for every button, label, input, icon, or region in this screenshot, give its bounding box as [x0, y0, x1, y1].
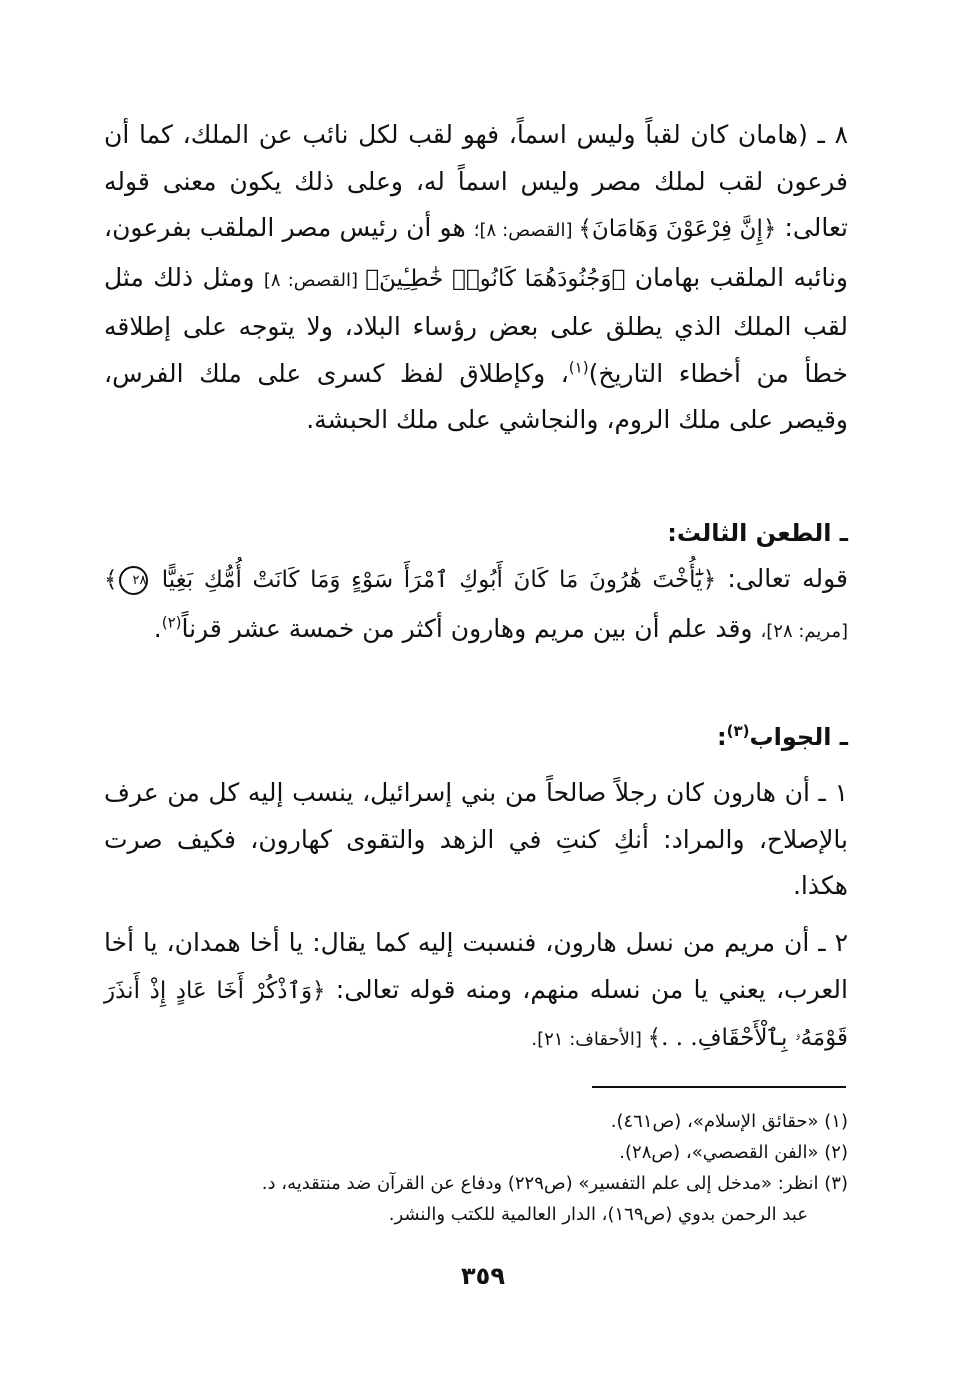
- paragraph-third-objection: [104, 556, 848, 655]
- quran-verse: ﴿وَٱذْكُرْ أَخَا عَادٍ إِذْ أَنذَرَ قَوْمَهُۥ بِٱلْأَحْقَافِ. . .﴾: [104, 977, 848, 1051]
- verse-reference: [القصص: ٨]؛: [473, 220, 579, 241]
- footnotes: [104, 1106, 848, 1230]
- paragraph-8: [104, 112, 848, 444]
- footnote-marker: (١): [568, 358, 589, 377]
- quran-verse-end: ﴾: [104, 567, 118, 593]
- footnote-2: (٢) «الفن القصصي»، (ص٢٨).: [619, 1142, 848, 1163]
- footnote-3-continuation: عبد الرحمن بدوي (ص١٦٩)، الدار العالمية للكتب والنشر.: [388, 1204, 808, 1225]
- verse-reference: [مريم: ٢٨]،: [760, 620, 848, 642]
- paragraph-text: ٨ ـ (هامان كان لقباً وليس اسماً، فهو لقب لكل نائب عن الملك، كما أن فرعون لقب لملك مصر وليس اسماً له، وعلى ذلك يكون معنى قوله تعالى:: [104, 120, 848, 242]
- quran-verse: ﴿يَٰٓأُخْتَ هَٰرُونَ مَا كَانَ أَبُوكِ ٱمْرَأَ سَوْءٍ وَمَا كَانَتْ أُمُّكِ بَغِيًّا: [161, 567, 717, 593]
- paragraph-text: هو أن رئيس مصر الملقب بفرعون، ونائبه الملقب بهامان: [104, 213, 848, 292]
- answer-heading-label: ـ الجواب: [749, 723, 848, 751]
- footnote-marker: (٣): [726, 722, 750, 740]
- paragraph-text: ومثل ذلك مثل لقب الملك الذي يطلق على بعض رؤساء البلاد، ولا يتوجه على إطلاقه خطأ من أخطاء التاريخ): [104, 262, 848, 388]
- answer-point-1: ١ ـ أن هارون كان رجلاً صالحاً من بني إسرائيل، ينسب إليه كل من عرف بالإصلاح، والمراد: أنكِ كنتِ في الزهد والتقوى كهارون، فكيف صرت هكذا.: [104, 778, 848, 900]
- paragraph-text: ، وكإطلاق لفظ كسرى على ملك الفرس، وقيصر على ملك الروم، والنجاشي على ملك الحبشة.: [104, 358, 848, 434]
- quran-verse: ﴿وَجُنُودَهُمَا كَانُوا۟ خَٰطِـِٔينَ﴾: [365, 265, 626, 292]
- verse-reference: [القصص: ٨]: [263, 269, 366, 291]
- paragraph-text: .: [153, 613, 162, 643]
- answer-heading-colon: :: [717, 723, 727, 751]
- quran-verse: ﴿إِنَّ فِرْعَوْنَ وَهَامَانَ﴾: [578, 216, 777, 242]
- footnote-3: (٣) انظر: «مدخل إلى علم التفسير» (ص٢٢٩) ودفاع عن القرآن ضد منتقديه، د.: [261, 1173, 848, 1194]
- paragraph-text: ٢ ـ أن مريم من نسل هارون، فنسبت إليه كما يقال: يا أخا همدان، يا أخا العرب، يعني يا من نسله منهم، ومنه قوله تعالى:: [104, 928, 848, 1004]
- paragraph-text: قوله تعالى:: [716, 564, 848, 593]
- page-number: ٣٥٩: [461, 1262, 505, 1290]
- paragraph-text: وقد علم أن بين مريم وهارون أكثر من خمسة عشر قرناً: [181, 613, 761, 643]
- verse-reference: [الأحقاف: ٢١].: [531, 1029, 648, 1050]
- answer-point-2: [104, 920, 848, 1064]
- section-heading-third-objection: ـ الطعن الثالث:: [667, 519, 848, 547]
- footnote-marker: (٢): [161, 613, 182, 632]
- footnote-1: (١) «حقائق الإسلام»، (ص٤٦١).: [610, 1111, 848, 1132]
- footnote-divider: [592, 1086, 846, 1088]
- section-heading-answer: [104, 714, 848, 760]
- ayah-number-icon: ٢٨: [119, 566, 148, 595]
